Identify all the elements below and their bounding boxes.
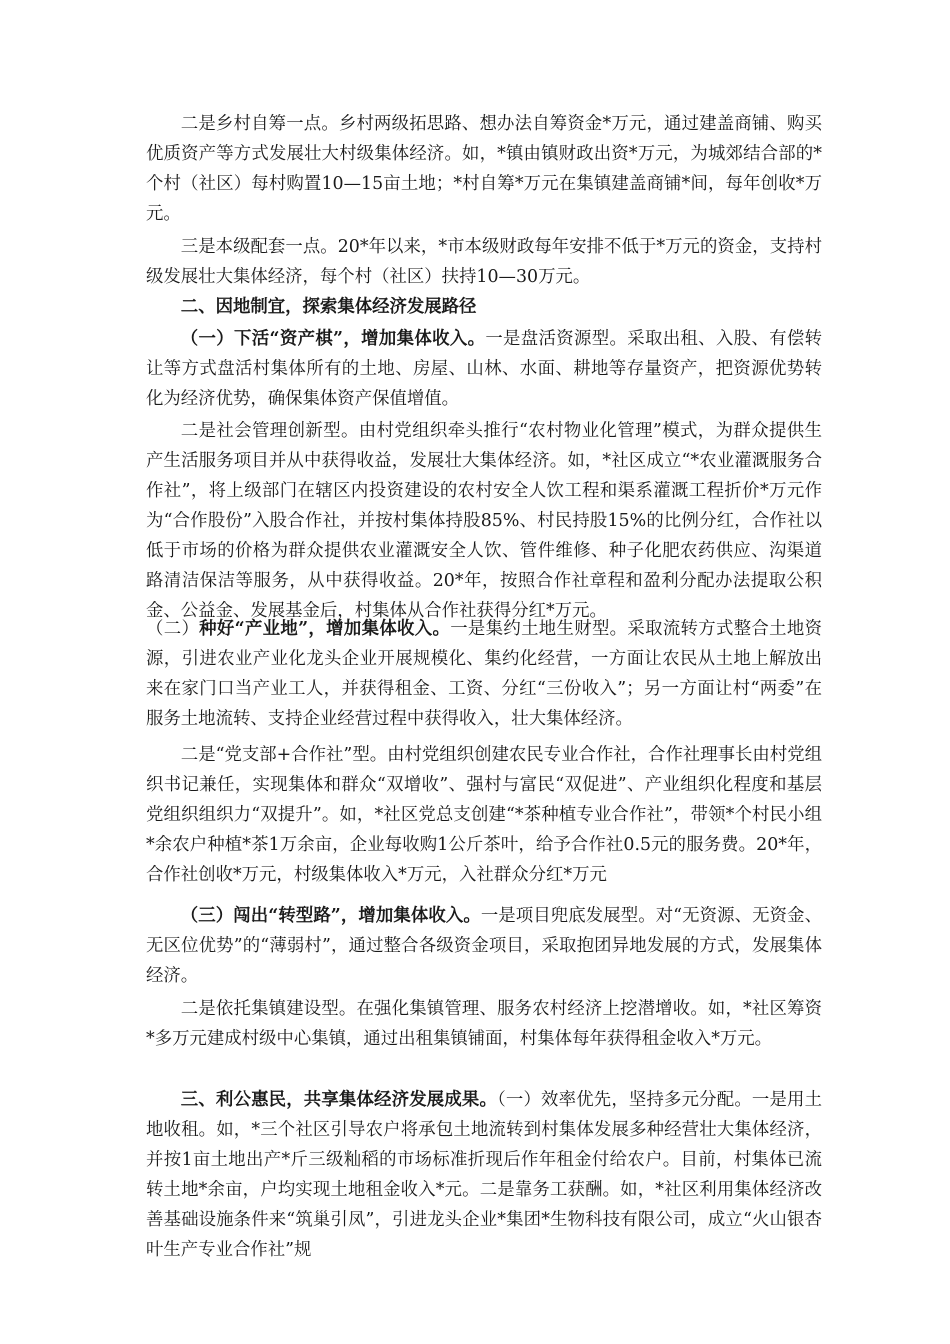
paragraph-asset-chess — [146, 324, 822, 414]
paragraph-industry-land — [146, 614, 822, 734]
paragraph-matching-funds — [146, 232, 822, 292]
subheading-bold: （一）下活“资产棋”，增加集体收入。 — [180, 329, 486, 349]
subheading-bold: （三）闯出“转型路”，增加集体收入。 — [180, 906, 481, 926]
paragraph-text: 三是本级配套一点。20*年以来，*市本级财政每年安排不低于*万元的资金，支持村级发展壮大集体经济，每个村（社区）扶持10—30万元。 — [146, 237, 822, 287]
paragraph-text: 一是集约土地生财型。采取流转方式整合土地资源，引进农业产业化龙头企业开展规模化、集约化经营，一方面让农民从土地上解放出来在家门口当产业工人，并获得租金、工资、分红“三份收入”；另一方面让村“两委”在服务土地流转、支持企业经营过程中获得收入，壮大集体经济。 — [146, 619, 822, 729]
paragraph-share-results — [146, 1085, 822, 1265]
paragraph-text: 二是社会管理创新型。由村党组织牵头推行“农村物业化管理”模式，为群众提供生产生活服务项目并从中获得收益，发展壮大集体经济。如，*社区成立“*农业灌溉服务合作社”，将上级部门在辖区内投资建设的农村安全人饮工程和渠系灌溉工程折价*万元作为“合作股份”入股合作社，并按村集体持股85%、村民持股15%的比例分红，合作社以低于市场的价格为群众提供农业灌溉安全人饮、管件维修、种子化肥农药供应、沟渠道路清洁保洁等服务，从中获得收益。20*年，按照合作社章程和盈利分配办法提取公积金、公益金、发展基金后，村集体从合作社获得分红*万元。 — [146, 421, 822, 621]
section-heading-3: 三、利公惠民，共享集体经济发展成果。 — [180, 1090, 498, 1110]
paragraph-text: 二是依托集镇建设型。在强化集镇管理、服务农村经济上挖潜增收。如，*社区筹资*多万元建成村级中心集镇，通过出租集镇铺面，村集体每年获得租金收入*万元。 — [146, 999, 822, 1049]
paragraph-lead: （二） — [146, 619, 200, 639]
paragraph-text: 二是乡村自筹一点。乡村两级拓思路、想办法自筹资金*万元，通过建盖商铺、购买优质资产等方式发展壮大村级集体经济。如，*镇由镇财政出资*万元，为城郊结合部的*个村（社区）每村购置10—15亩土地；*村自筹*万元在集镇建盖商铺*间，每年创收*万元。 — [146, 114, 822, 224]
paragraph-self-raised-funds — [146, 109, 822, 229]
paragraph-text: （一）效率优先，坚持多元分配。一是用土地收租。如，*三个社区引导农户将承包土地流转到村集体发展多种经营壮大集体经济，并按1亩土地出产*斤三级籼稻的市场标准折现后作年租金付给农户。目前，村集体已流转土地*余亩，户均实现土地租金收入*元。二是靠务工获酬。如，*社区利用集体经济改善基础设施条件来“筑巢引凤”，引进龙头企业*集团*生物科技有限公司，成立“火山银杏叶生产专业合作社”规 — [146, 1090, 822, 1260]
paragraph-text: 一是盘活资源型。采取出租、入股、有偿转让等方式盘活村集体所有的土地、房屋、山林、水面、耕地等存量资产，把资源优势转化为经济优势，确保集体资产保值增值。 — [146, 329, 822, 409]
paragraph-transformation — [146, 901, 822, 991]
paragraph-town-construction — [146, 994, 822, 1054]
paragraph-party-cooperative — [146, 740, 822, 890]
paragraph-text: 一是项目兜底发展型。对“无资源、无资金、无区位优势”的“薄弱村”，通过整合各级资金项目，采取抱团异地发展的方式，发展集体经济。 — [146, 906, 822, 986]
subheading-bold: 种好“产业地”，增加集体收入。 — [199, 619, 451, 639]
section-heading-2: 二、因地制宜，探索集体经济发展路径 — [180, 297, 477, 317]
paragraph-social-management — [146, 416, 822, 626]
paragraph-text: 二是“党支部+合作社”型。由村党组织创建农民专业合作社，合作社理事长由村党组织书记兼任，实现集体和群众“双增收”、强村与富民“双促进”、产业组织化程度和基层党组织组织力“双提升”。如，*社区党总支创建“*茶种植专业合作社”，带领*个村民小组*余农户种植*茶1万余亩，企业每收购1公斤茶叶，给予合作社0.5元的服务费。20*年，合作社创收*万元，村级集体收入*万元，入社群众分红*万元 — [146, 745, 822, 885]
